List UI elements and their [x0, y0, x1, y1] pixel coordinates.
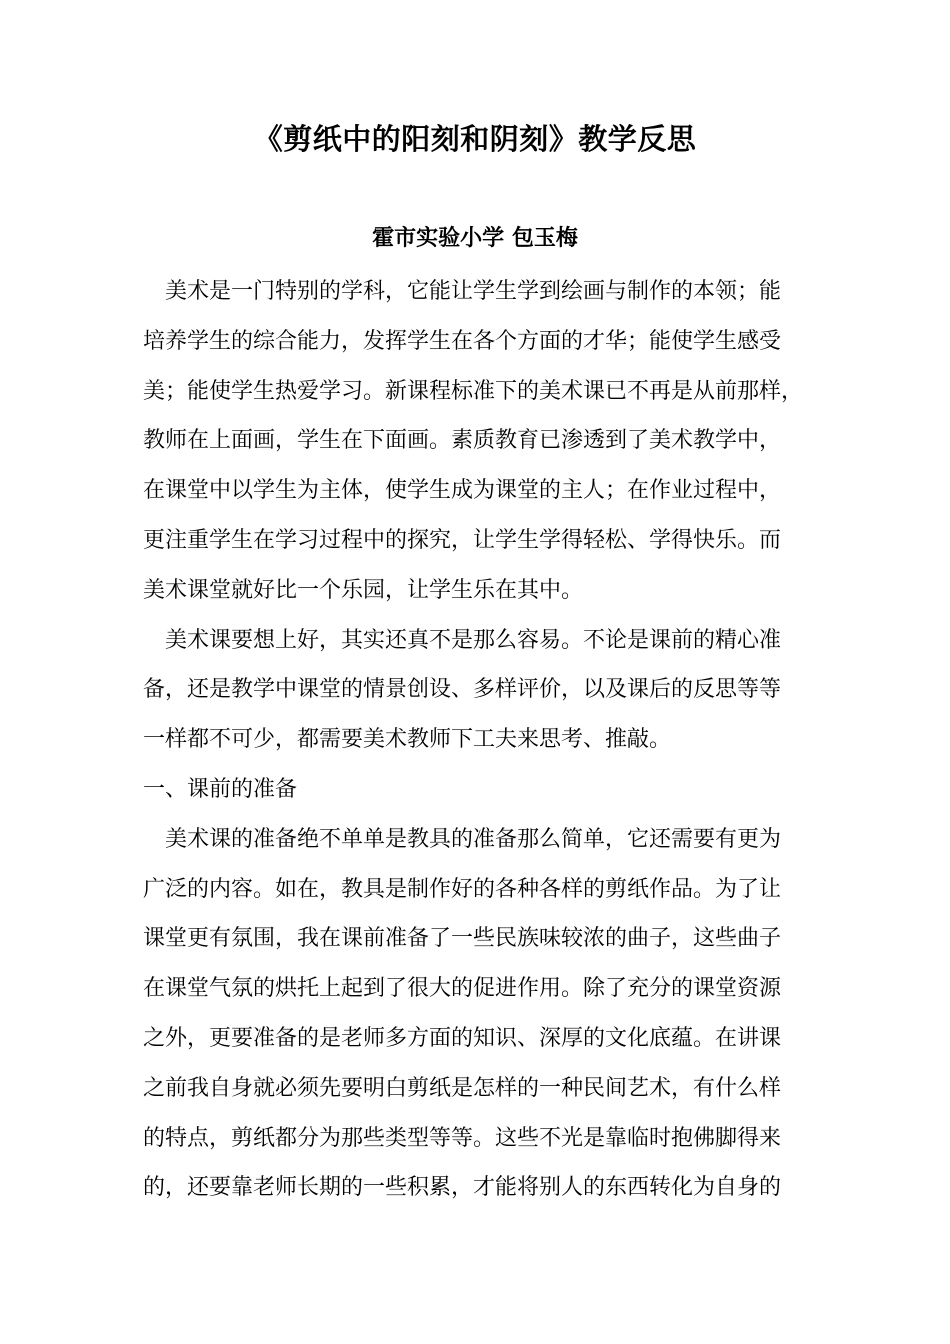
paragraph-line: 美术课要想上好，其实还真不是那么容易。不论是课前的精心准: [165, 627, 782, 653]
paragraph-line: 广泛的内容。如在，教具是制作好的各种各样的剪纸作品。为了让: [143, 876, 782, 902]
paragraph-line: 备，还是教学中课堂的情景创设、多样评价，以及课后的反思等等: [143, 677, 782, 703]
paragraph-line: 之前我自身就必须先要明白剪纸是怎样的一种民间艺术，有什么样: [143, 1075, 782, 1101]
author-line: 霍市实验小学 包玉梅: [372, 226, 578, 251]
paragraph-line: 美术课堂就好比一个乐园，让学生乐在其中。: [143, 577, 584, 603]
paragraph-line: 培养学生的综合能力，发挥学生在各个方面的才华；能使学生感受: [143, 328, 782, 354]
paragraph-line: 美；能使学生热爱学习。新课程标准下的美术课已不再是从前那样，: [143, 378, 804, 404]
document-body: [143, 267, 823, 1213]
paragraph-line: 更注重学生在学习过程中的探究，让学生学得轻松、学得快乐。而: [143, 527, 782, 553]
paragraph-line: 的，还要靠老师长期的一些积累，才能将别人的东西转化为自身的: [143, 1175, 782, 1201]
paragraph-line: 美术是一门特别的学科，它能让学生学到绘画与制作的本领；能: [165, 279, 782, 304]
paragraph-line: 课堂更有氛围，我在课前准备了一些民族味较浓的曲子，这些曲子: [143, 926, 782, 952]
paragraph-line: 的特点，剪纸都分为那些类型等等。这些不光是靠临时抱佛脚得来: [143, 1125, 782, 1151]
paragraph-line: 教师在上面画，学生在下面画。素质教育已渗透到了美术教学中，: [143, 428, 782, 454]
document-title: 《剪纸中的阳刻和阴刻》教学反思: [253, 122, 697, 156]
section-heading: 一、课前的准备: [143, 776, 298, 802]
paragraph-line: 在课堂中以学生为主体，使学生成为课堂的主人；在作业过程中，: [143, 478, 782, 504]
paragraph-line: 之外，更要准备的是老师多方面的知识、深厚的文化底蕴。在讲课: [143, 1025, 782, 1051]
paragraph-line: 一样都不可少，都需要美术教师下工夫来思考、推敲。: [143, 727, 672, 753]
paragraph-line: 在课堂气氛的烘托上起到了很大的促进作用。除了充分的课堂资源: [143, 976, 782, 1002]
paragraph-line: 美术课的准备绝不单单是教具的准备那么简单，它还需要有更为: [165, 826, 782, 852]
